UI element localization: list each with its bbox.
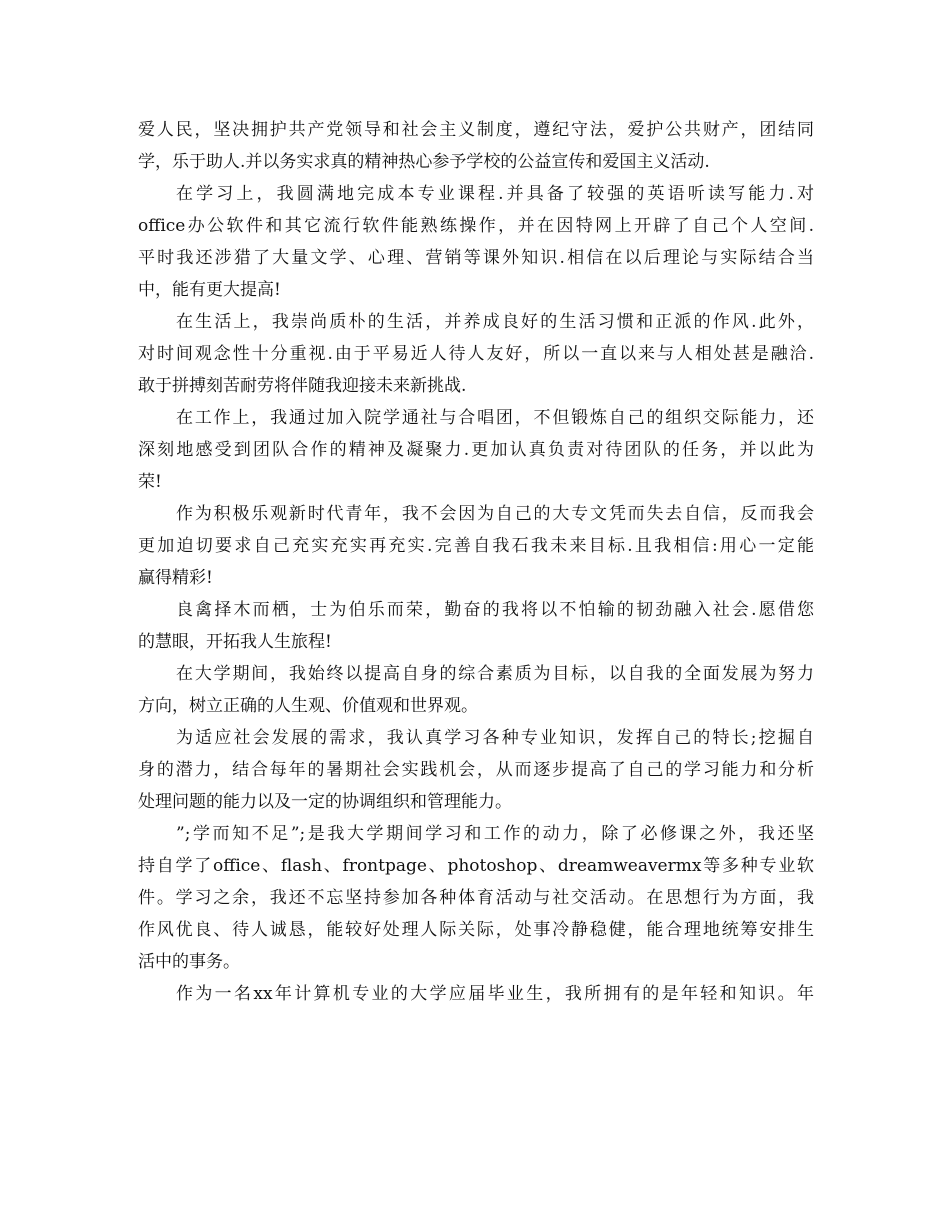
text-line: ”;学而知不足”;是我大学期间学习和工作的动力，除了必修课之外，我还坚 bbox=[176, 824, 814, 844]
text-line: 身的潜力，结合每年的暑期社会实践机会，从而逐步提高了自己的学习能力和分析 bbox=[138, 760, 814, 780]
text-line: 作为一名xx年计算机专业的大学应届毕业生，我所拥有的是年轻和知识。年 bbox=[176, 984, 814, 1004]
text-line: 在学习上，我圆满地完成本专业课程.并具备了较强的英语听读写能力.对 bbox=[176, 184, 814, 204]
text-line: 学，乐于助人.并以务实求真的精神热心参予学校的公益宣传和爱国主义活动. bbox=[138, 152, 710, 172]
text-line: 荣! bbox=[138, 472, 162, 492]
text-line: 在工作上，我通过加入院学通社与合唱团，不但锻炼自己的组织交际能力，还 bbox=[176, 408, 814, 428]
text-line: 赢得精彩! bbox=[138, 568, 213, 588]
text-line: 在生活上，我崇尚质朴的生活，并养成良好的生活习惯和正派的作风.此外， bbox=[176, 312, 814, 332]
text-line: office办公软件和其它流行软件能熟练操作，并在因特网上开辟了自己个人空间. bbox=[138, 216, 814, 236]
text-line: 的慧眼，开拓我人生旅程! bbox=[138, 632, 332, 652]
text-line: 方向，树立正确的人生观、价值观和世界观。 bbox=[138, 696, 478, 716]
text-line: 处理问题的能力以及一定的协调组织和管理能力。 bbox=[138, 792, 512, 812]
text-line: 作为积极乐观新时代青年，我不会因为自己的大专文凭而失去自信，反而我会 bbox=[176, 504, 814, 524]
text-line: 件。学习之余，我还不忘坚持参加各种体育活动与社交活动。在思想行为方面，我 bbox=[138, 888, 814, 908]
text-line: 平时我还涉猎了大量文学、心理、营销等课外知识.相信在以后理论与实际结合当 bbox=[138, 248, 814, 268]
text-line: 对时间观念性十分重视.由于平易近人待人友好，所以一直以来与人相处甚是融洽. bbox=[138, 344, 814, 364]
text-line: 中，能有更大提高! bbox=[138, 280, 281, 300]
document-body bbox=[138, 114, 814, 1010]
text-line: 敢于拼搏刻苦耐劳将伴随我迎接未来新挑战. bbox=[138, 376, 467, 396]
text-line: 良禽择木而栖，士为伯乐而荣，勤奋的我将以不怕输的韧劲融入社会.愿借您 bbox=[176, 600, 814, 620]
text-line: 在大学期间，我始终以提高自身的综合素质为目标，以自我的全面发展为努力 bbox=[176, 664, 814, 684]
text-line: 更加迫切要求自己充实充实再充实.完善自我石我未来目标.且我相信:用心一定能 bbox=[138, 536, 814, 556]
text-line: 为适应社会发展的需求，我认真学习各种专业知识，发挥自己的特长;挖掘自 bbox=[176, 728, 814, 748]
text-line: 爱人民，坚决拥护共产党领导和社会主义制度，遵纪守法，爱护公共财产，团结同 bbox=[138, 120, 814, 140]
text-line: 活中的事务。 bbox=[138, 952, 240, 972]
text-line: 深刻地感受到团队合作的精神及凝聚力.更加认真负责对待团队的任务，并以此为 bbox=[138, 440, 814, 460]
text-line: 作风优良、待人诚恳，能较好处理人际关际，处事冷静稳健，能合理地统筹安排生 bbox=[138, 920, 814, 940]
text-line: 持自学了office、flash、frontpage、photoshop、dreamweavermx等多种专业软 bbox=[138, 856, 814, 876]
